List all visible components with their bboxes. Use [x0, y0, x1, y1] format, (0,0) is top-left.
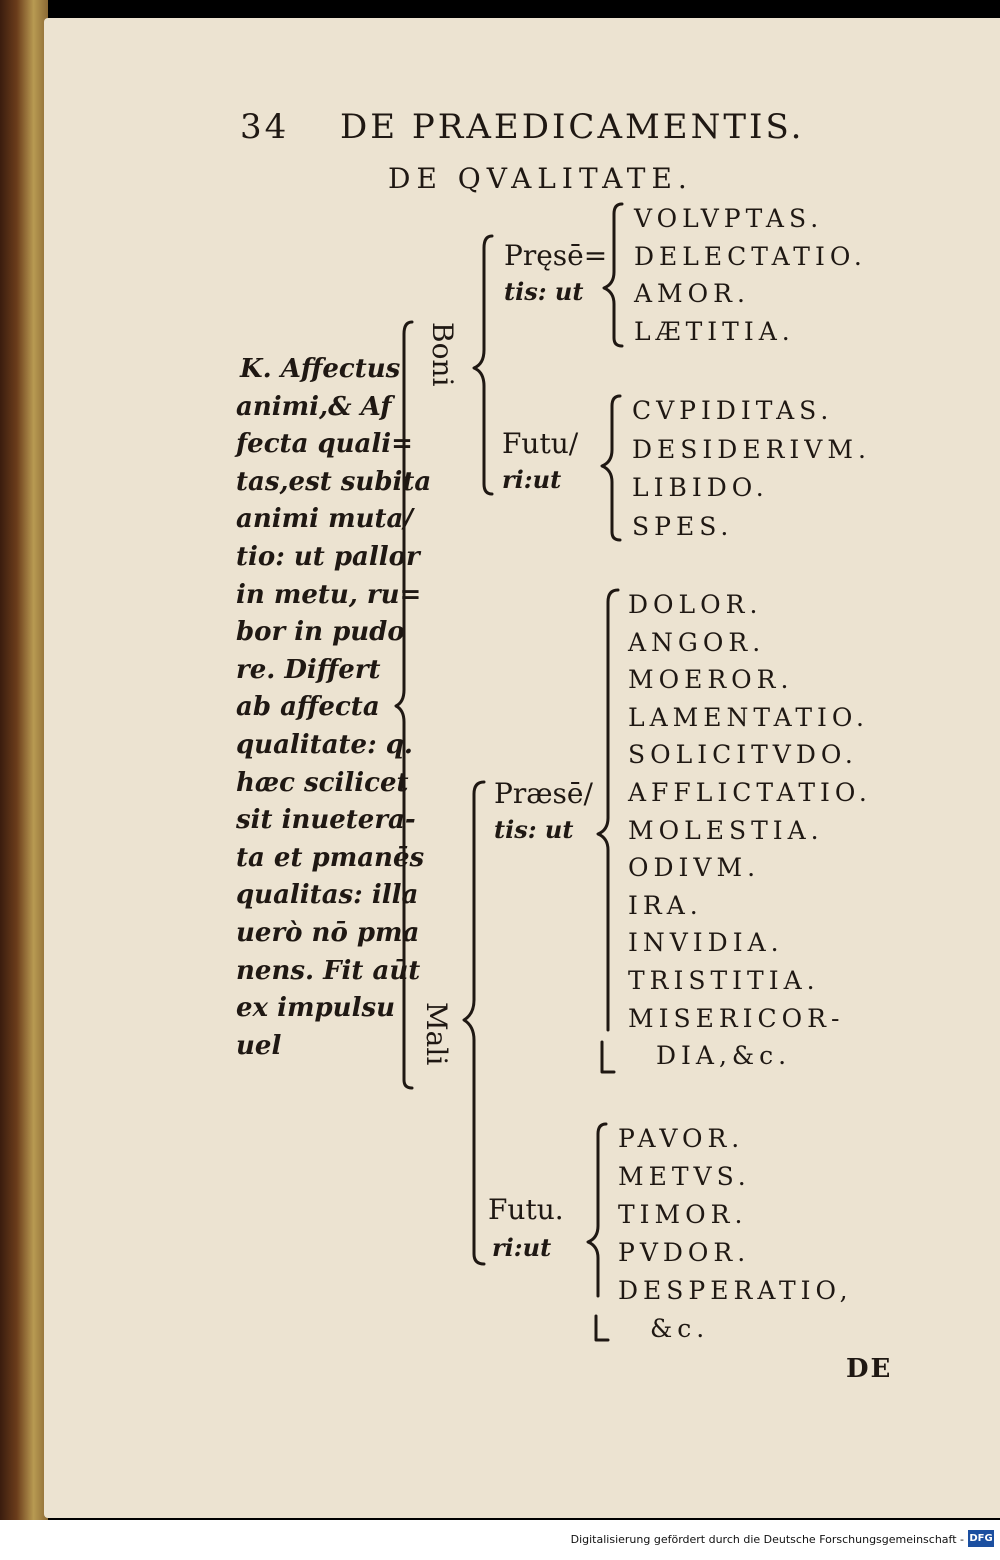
definition-line: hæc scilicet [236, 767, 409, 798]
definition-line: K. Affectus [240, 354, 401, 384]
list-item: DELECTATIO. [634, 241, 867, 271]
list-item: IRA. [628, 890, 703, 920]
definition-line: nens. Fit aūt [236, 955, 421, 986]
boni-brace [474, 236, 492, 494]
list-item: VOLVPTAS. [634, 204, 824, 233]
branch-label-boni: Boni [426, 322, 459, 387]
list-item: &c. [650, 1314, 710, 1343]
definition-line: qualitas: illa [236, 880, 419, 911]
list-item: SPES. [632, 511, 734, 541]
list-item: DIA,&c. [656, 1041, 792, 1071]
definition-line: bor in pudo [236, 617, 405, 648]
list-item: LIBIDO. [632, 473, 769, 502]
definition-line: re. Differt [236, 654, 381, 685]
definition-line: tas,est subita [236, 466, 432, 497]
list-item: CVPIDITAS. [632, 396, 834, 425]
list-item: ODIVM. [628, 853, 761, 883]
label-mali-futuri-1: Futu. [488, 1193, 564, 1226]
running-head: DE PRAEDICAMENTIS. [340, 107, 805, 147]
definition-line: uerò nō pma [236, 918, 420, 948]
brace-mali-praesentis [598, 590, 618, 1072]
list-item: PAVOR. [618, 1124, 745, 1153]
definition-line: animi muta/ [236, 504, 413, 535]
list-item: AMOR. [634, 279, 750, 308]
list-item: AFFLICTATIO. [628, 778, 872, 807]
label-boni-praesentis-1: Pręsē= [504, 239, 608, 272]
catchword: DE [846, 1354, 893, 1384]
list-item: MISERICOR- [628, 1003, 845, 1033]
label-boni-praesentis-2: tis: ut [504, 277, 584, 306]
list-item: DESIDERIVM. [632, 434, 871, 464]
definition-line: in metu, ru= [236, 579, 422, 610]
list-item: SOLICITVDO. [628, 740, 858, 770]
list-item: PVDOR. [618, 1238, 751, 1267]
list-item: MOLESTIA. [628, 815, 824, 845]
list-item: LÆTITIA. [634, 316, 795, 346]
list-item: INVIDIA. [628, 928, 784, 958]
branch-label-mali: Mali [420, 1002, 453, 1066]
definition-line: ab affecta [236, 692, 380, 723]
dfg-logo: DFG [968, 1530, 994, 1547]
label-boni-futuri-1: Futu/ [502, 427, 579, 460]
list-item: ANGOR. [628, 627, 766, 657]
definition-line: animi,& Af [236, 391, 392, 422]
label-mali-praesentis-1: Præsē/ [494, 777, 593, 810]
label-mali-futuri-2: ri:ut [492, 1233, 552, 1262]
label-boni-futuri-2: ri:ut [502, 465, 562, 494]
definition-line: tio: ut pallor [236, 542, 420, 572]
definition-line: uel [236, 1030, 282, 1061]
definition-line: ex impulsu [236, 993, 395, 1024]
list-item: TRISTITIA. [628, 966, 820, 995]
list-item: DESPERATIO, [618, 1276, 853, 1305]
list-item: DOLOR. [628, 590, 763, 619]
page-number: 34 [240, 107, 290, 147]
list-item: TIMOR. [618, 1200, 748, 1229]
section-title: DE QVALITATE. [388, 162, 693, 195]
definition-line: fecta quali= [236, 429, 413, 460]
main-brace [396, 322, 412, 1088]
footer-credit: Digitalisierung gefördert durch die Deutsche Forschungsgemeinschaft - [570, 1533, 964, 1546]
list-item: METVS. [618, 1162, 751, 1191]
mali-brace [464, 782, 484, 1264]
brace-boni-futuri [602, 396, 620, 540]
brace-mali-futuri [588, 1124, 608, 1340]
definition-line: qualitate: q. [236, 730, 413, 760]
digitization-footer [0, 1520, 1000, 1560]
list-item: MOEROR. [628, 665, 794, 695]
definition-line: sit inuetera- [236, 805, 416, 836]
definition-line: ta et pmanēs [236, 842, 425, 873]
list-item: LAMENTATIO. [628, 702, 869, 732]
label-mali-praesentis-2: tis: ut [494, 815, 574, 844]
brace-boni-praesentis [604, 204, 622, 346]
